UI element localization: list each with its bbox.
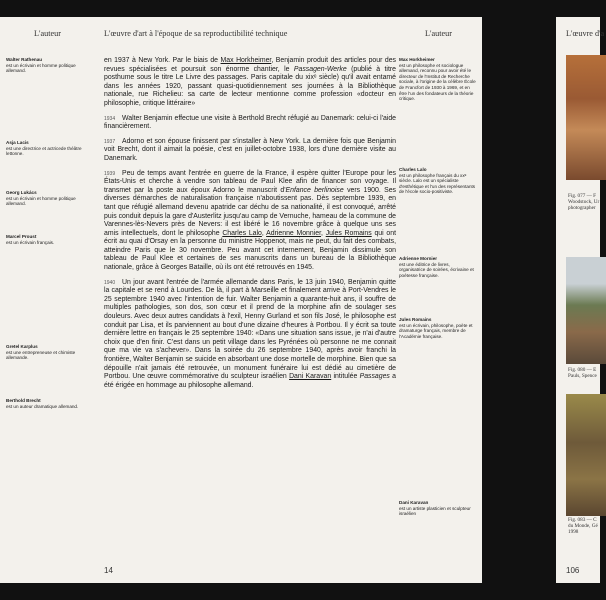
note-desc: est une entrepreneuse et chimiste allemande. (6, 349, 76, 361)
note-name: Gretel Karplus (6, 344, 38, 349)
caption-fig-077: Fig. 077 — F Woodstock, Ur photographer (568, 193, 600, 212)
link-lalo[interactable]: Charles Lalo (222, 229, 262, 237)
note-name: Asja Lacis (6, 140, 29, 145)
photo-crowd-field (566, 257, 606, 364)
right-running-header: L'auteur (425, 29, 452, 38)
paragraph-1939: 1939 Peu de temps avant l'entrée en guerre de la France, il espère quitter l'Europe pour les États-Unis et cherche à vendre son tableau de Paul Klee afin de financer son voyage. Il transmet par la poste aux époux Adorno le manuscrit d'Enfance berlinoise vers 1900. Ses diverses démarches de naturalisation française n'aboutissent pas. Dès septembre 1939, en tant que réfugié allemand devenu apatride car déchu de sa nationalité, il est convoqué, arrêté puis conduit depuis la gare d'Austerlitz jusqu'au camp de Vernuche, hameau de la commune de Varennes-lès-Nevers près de Nevers: il est libéré le 16 novembre grâce à quelque uns ses amis intellectuels, dont le philosophe Charles Lalo, Adrienne Monnier, Jules Romains qui ont écrit au quai d'Orsay en la personne du ministre Hoppenot, mais ne peut, du fait des combats, atteindre Paris que le 30 novembre. Peu avant cet internement, Benjamin dissimule son tableau de Paul Klee et certaines de ses manuscrits dans un bureau de la Bibliothèque nationale, grâce à Georges Bataille, où ils ont été retrouvés en 1945. (104, 169, 396, 272)
page-number: 14 (104, 566, 113, 575)
year-label: 1940 (104, 279, 116, 286)
note-name: Walter Rathenau (6, 57, 43, 62)
note-desc: est une éditrice de livres, organisatrice de soirées, écrivaine et poétesse française. (399, 261, 474, 278)
note-name: Georg Lukács (6, 190, 37, 195)
note-name: Charles Lalo (399, 167, 427, 172)
margin-note-karplus (6, 344, 86, 361)
note-name: Adrienne Mornier (399, 256, 438, 261)
link-monnier[interactable]: Adrienne Monnier (266, 229, 322, 237)
paragraph-1937: 1937 Adorno et son épouse finissent par s'installer à New York. La dernière fois que Benjamin voit Brecht, dont il aimait la poésie, c'est en juillet-octobre 1938, lors d'une dernière visite au Danemark. (104, 137, 396, 162)
body-text (104, 57, 396, 396)
note-desc: est un écrivain français. (6, 239, 55, 245)
note-desc: est un écrivain et homme politique allemand. (6, 195, 76, 207)
link-karavan[interactable]: Dani Karavan (289, 373, 332, 381)
note-desc: est un écrivain et homme politique allemand. (6, 62, 76, 74)
note-desc: est un écrivain, philosophe, poète et dramaturge français, membre de l'Académie française. (399, 322, 473, 339)
margin-note-karavan (399, 500, 477, 517)
caption-fig-083: Fig. 083 — C du Monde, Gé 1998 (568, 517, 598, 536)
year-label: 1934 (104, 115, 116, 122)
main-page (95, 17, 482, 583)
year-label: 1937 (104, 138, 116, 145)
note-desc: est un philosophe français du xxᵉ siècle. Lalo est un spécialiste d'esthétique et l'un des représentants de l'école socio-positiviste. (399, 172, 476, 195)
photo-crowd-world-cup (566, 394, 606, 516)
right-page-header: L'œuvre d'a (566, 29, 605, 38)
margin-note-lukacs (6, 190, 86, 207)
paragraph-1940: 1940 Un jour avant l'entrée de l'armée allemande dans Paris, le 13 juin 1940, Benjamin quitte la capitale et se rend à Lourdes. De là, il part à Marseille et finalement arrive à Port-Vendres le 25 septembre 1940 avec l'intention de fuir. Walter Benjamin a quarante-huit ans, il souffre de multiples pathologies, son dos, son cœur et il prend de la morphine afin de soulager ses douleurs. Avec deux autres candidats à l'exil, Henny Gurland et son fils José, le philosophe est conduit par Lisa, et ils parviennent au bout d'une dizaine d'heures à Portbou. Il y écrit sa toute dernière lettre en français le 25 septembre 1940: «Dans une situation sans issue, je n'ai d'autre choix que d'en finir. C'est dans un petit village dans les Pyrénées où personne ne me connait que ma vie va s'achever». Dans la soirée du 26 septembre 1940, après avoir franchi la frontière, Walter Benjamin se suicide en absorbant une dose mortelle de morphine. Bien que sa dépouille n'ait jamais été retrouvée, un monument funéraire lui est dédié au cimetière de Portbou. Une œuvre commémorative du sculpteur israélien Dani Karavan intitulée Passages a été érigée en hommage au philosophe allemand. (104, 278, 396, 389)
note-desc: est un philosophe et sociologue allemand, reconnu pour avoir été le directeur de l'Institut de Recherche sociale, à l'origine de la célèbre École de Francfort de 1930 à 1969, et en être l'un des fondateurs de la théorie critique. (399, 62, 476, 102)
caption-fig-080: Fig. 080 — E Pauls, Spence (568, 367, 597, 380)
margin-note-monnier (399, 256, 477, 278)
left-running-header: L'auteur (34, 29, 61, 38)
link-romains[interactable]: Jules Romains (325, 229, 372, 237)
center-running-header: L'œuvre d'art à l'époque de sa reproductibilité technique (104, 29, 288, 38)
note-name: Dani Karavan (399, 500, 429, 505)
margin-note-lacis (6, 140, 86, 157)
paragraph-intro: en 1937 à New York. Par le biais de Max Horkheimer, Benjamin produit des articles pour des revues spécialisées et poursuit son énorme chantier, le Passagen-Werke (publié à titre posthume sous le titre Le Livre des passages. Paris capitale du xixᵉ siècle) qu'il avait entamé dans les années 1920, passant quasi-quotidiennement ses journées à la Bibliothèque nationale, rue Richelieu: sa carte de lecteur mentionne comme profession «docteur en philosophie, critique littéraire» (104, 57, 396, 107)
note-name: Max Horkheimer (399, 57, 435, 62)
margin-note-lalo (399, 167, 477, 195)
margin-note-horkheimer (399, 57, 477, 102)
margin-note-proust (6, 234, 86, 245)
note-desc: est un artiste plasticien et sculpteur israélien (399, 505, 471, 517)
photo-crowd-woodstock (566, 55, 606, 180)
note-desc: est un auteur dramatique allemand. (6, 403, 79, 409)
margin-note-brecht (6, 398, 86, 409)
note-name: Marcel Proust (6, 234, 37, 239)
margin-note-rathenau (6, 57, 86, 74)
year-label: 1939 (104, 170, 116, 177)
link-horkheimer[interactable]: Max Horkheimer (220, 57, 272, 64)
right-page-number: 106 (566, 566, 580, 575)
paragraph-1934: 1934 Walter Benjamin effectue une visite à Berthold Brecht réfugié au Danemark: celui-ci l'aide financièrement. (104, 114, 396, 131)
note-name: Jules Romains (399, 317, 432, 322)
note-name: Berthold Brecht (6, 398, 41, 403)
left-page (0, 17, 95, 583)
right-page (556, 17, 605, 583)
note-desc: est une directrice et actricede théâtre lettonne. (6, 145, 82, 157)
margin-note-romains (399, 317, 477, 339)
